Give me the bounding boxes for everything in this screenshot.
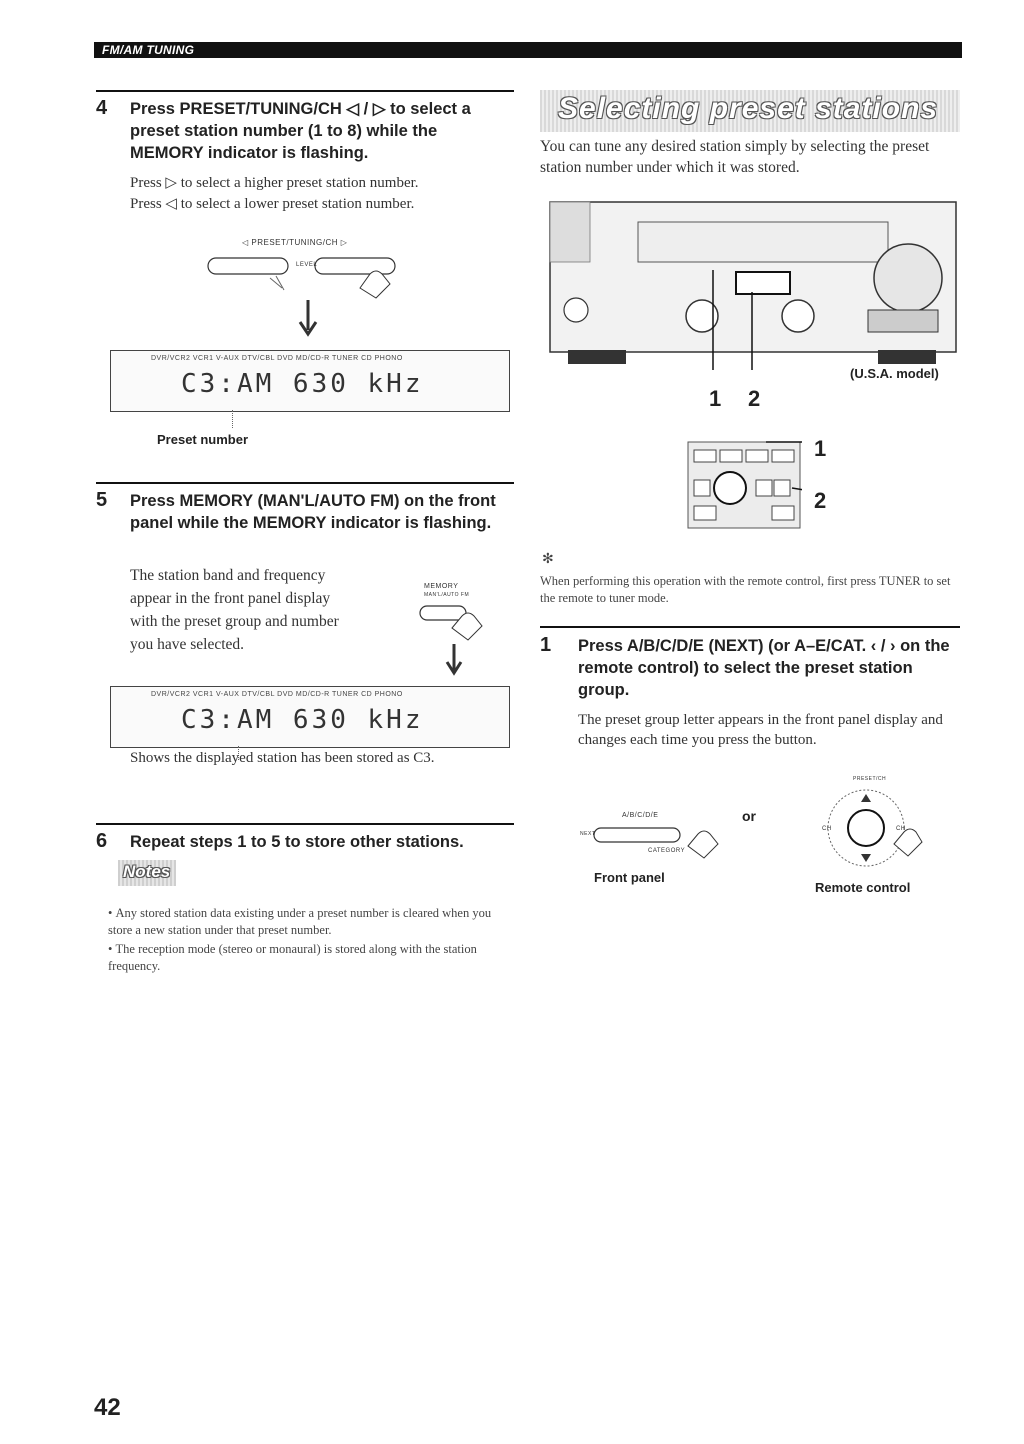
step5-title: Press MEMORY (MAN'L/AUTO FM) on the front panel while the MEMORY indicator is flashing. [130,492,496,532]
remote-callout-2: 2 [814,488,827,513]
preset-number-leader [232,410,234,428]
step4-rule [96,90,514,92]
preset-right-button [315,258,395,274]
section-header-label: FM/AM TUNING [102,43,195,57]
note-item-text: Any stored station data existing under a preset number is cleared when you store a new station under that preset number. [108,906,492,937]
section-banner [540,90,960,132]
preset-number-caption: Preset number [157,432,249,447]
remote-keypad-illustration [686,440,802,530]
category-label: CATEGORY [648,848,686,854]
receiver-foot-right [878,350,936,364]
step5-caption: Shows the displayed station has been stored as C3. [130,750,435,766]
down-arrow-icon [447,644,461,673]
notes-label: Notes [123,862,171,881]
display-input-labels: DVR/VCR2 VCR1 V-AUX DTV/CBL DVD MD/CD-R TUNER CD PHONO [151,355,403,362]
section-header-bar [94,42,962,58]
section-banner-title: Selecting preset stations [558,92,939,125]
step4-body-2: Press ◁ to select a lower preset station number. [130,196,415,212]
receiver-display-window [638,222,888,262]
display-frequency-readout: C3:AM 630 kHz [181,369,424,399]
memory-button [420,606,466,620]
display-input-labels: DVR/VCR2 VCR1 V-AUX DTV/CBL DVD MD/CD-R TUNER CD PHONO [151,691,403,698]
preset-knob-highlight [782,300,814,332]
memory-label: MEMORY [424,583,459,590]
note-item-2: • The reception mode (stereo or monaural) is stored along with the station frequency. [108,942,477,973]
remote-ch-right-label: CH [896,826,906,832]
or-text: or [742,808,756,824]
front-panel-caption: Front panel [594,870,665,885]
remote-dpad [714,472,746,504]
down-arrow-icon [300,300,316,334]
page-number: 42 [94,1394,121,1421]
display-frequency-readout: C3:AM 630 kHz [181,705,424,735]
preset-knob-label: ◁ PRESET/TUNING/CH ▷ [242,238,348,247]
note-item-text: The reception mode (stereo or monaural) is stored along with the station frequency. [108,942,477,973]
finger-icon [360,271,390,298]
abcde-button-label: A/B/C/D/E [622,812,659,819]
model-caption: (U.S.A. model) [850,366,939,381]
step1-rule [540,626,960,628]
step1-title: Press A/B/C/D/E (NEXT) (or A–E/CAT. ‹ / › on the remote control) to select the preset station group. [578,637,950,699]
intro-text: You can tune any desired station simply by selecting the preset station number under which it was stored. [540,138,930,176]
memory-sublabel: MAN'L/AUTO FM [424,592,470,598]
notes-badge [118,860,176,886]
enter-button [848,810,884,846]
callout-1: 1 [709,386,722,411]
step4-title: Press PRESET/TUNING/CH ◁ / ▷ to select a preset station number (1 to 8) while the MEMORY indicator is flashing. [130,100,471,162]
remote-preset-label: PRESET/CH [853,776,887,782]
tip-text: When performing this operation with the remote control, first press TUNER to set the remote to tuner mode. [540,574,951,605]
step5-rule [96,482,514,484]
press-arrow-icon [270,276,284,290]
callout-2: 2 [748,386,761,411]
remote-ch-left-label: CH [822,826,832,832]
step6-title: Repeat steps 1 to 5 to store other stations. [130,833,464,851]
remote-control-caption: Remote control [815,880,911,895]
level-label: LEVEL [296,262,318,268]
front-panel-display-step5 [110,686,510,748]
preset-buttons-highlight [736,272,790,294]
volume-knob [874,244,942,312]
tip-icon: ✻ [542,552,554,567]
step1-number: 1 [540,634,552,656]
step5-number: 5 [96,489,108,511]
step6-number: 6 [96,830,108,852]
memory-button-illustration [414,598,494,678]
receiver-foot-left [568,350,626,364]
step4-number: 4 [96,97,108,119]
next-label: NEXT [580,831,596,837]
step1-body: The preset group letter appears in the front panel display and changes each time you press the button. [578,712,943,748]
step5-body: The station band and frequency appear in the front panel display with the preset group and number you have selected. [130,567,339,653]
finger-icon [688,831,718,858]
receiver-front-panel-illustration [548,200,960,370]
abcde-button-illustration [578,818,728,868]
front-panel-display-step4 [110,350,510,412]
step4-body-1: Press ▷ to select a higher preset station number. [130,175,419,191]
step6-rule [96,823,514,825]
preset-left-button [208,258,288,274]
note-item-1: • Any stored station data existing under a preset number is cleared when you store a new station under that preset number. [108,906,492,937]
remote-callout-1: 1 [814,436,827,461]
input-knob [564,298,588,322]
